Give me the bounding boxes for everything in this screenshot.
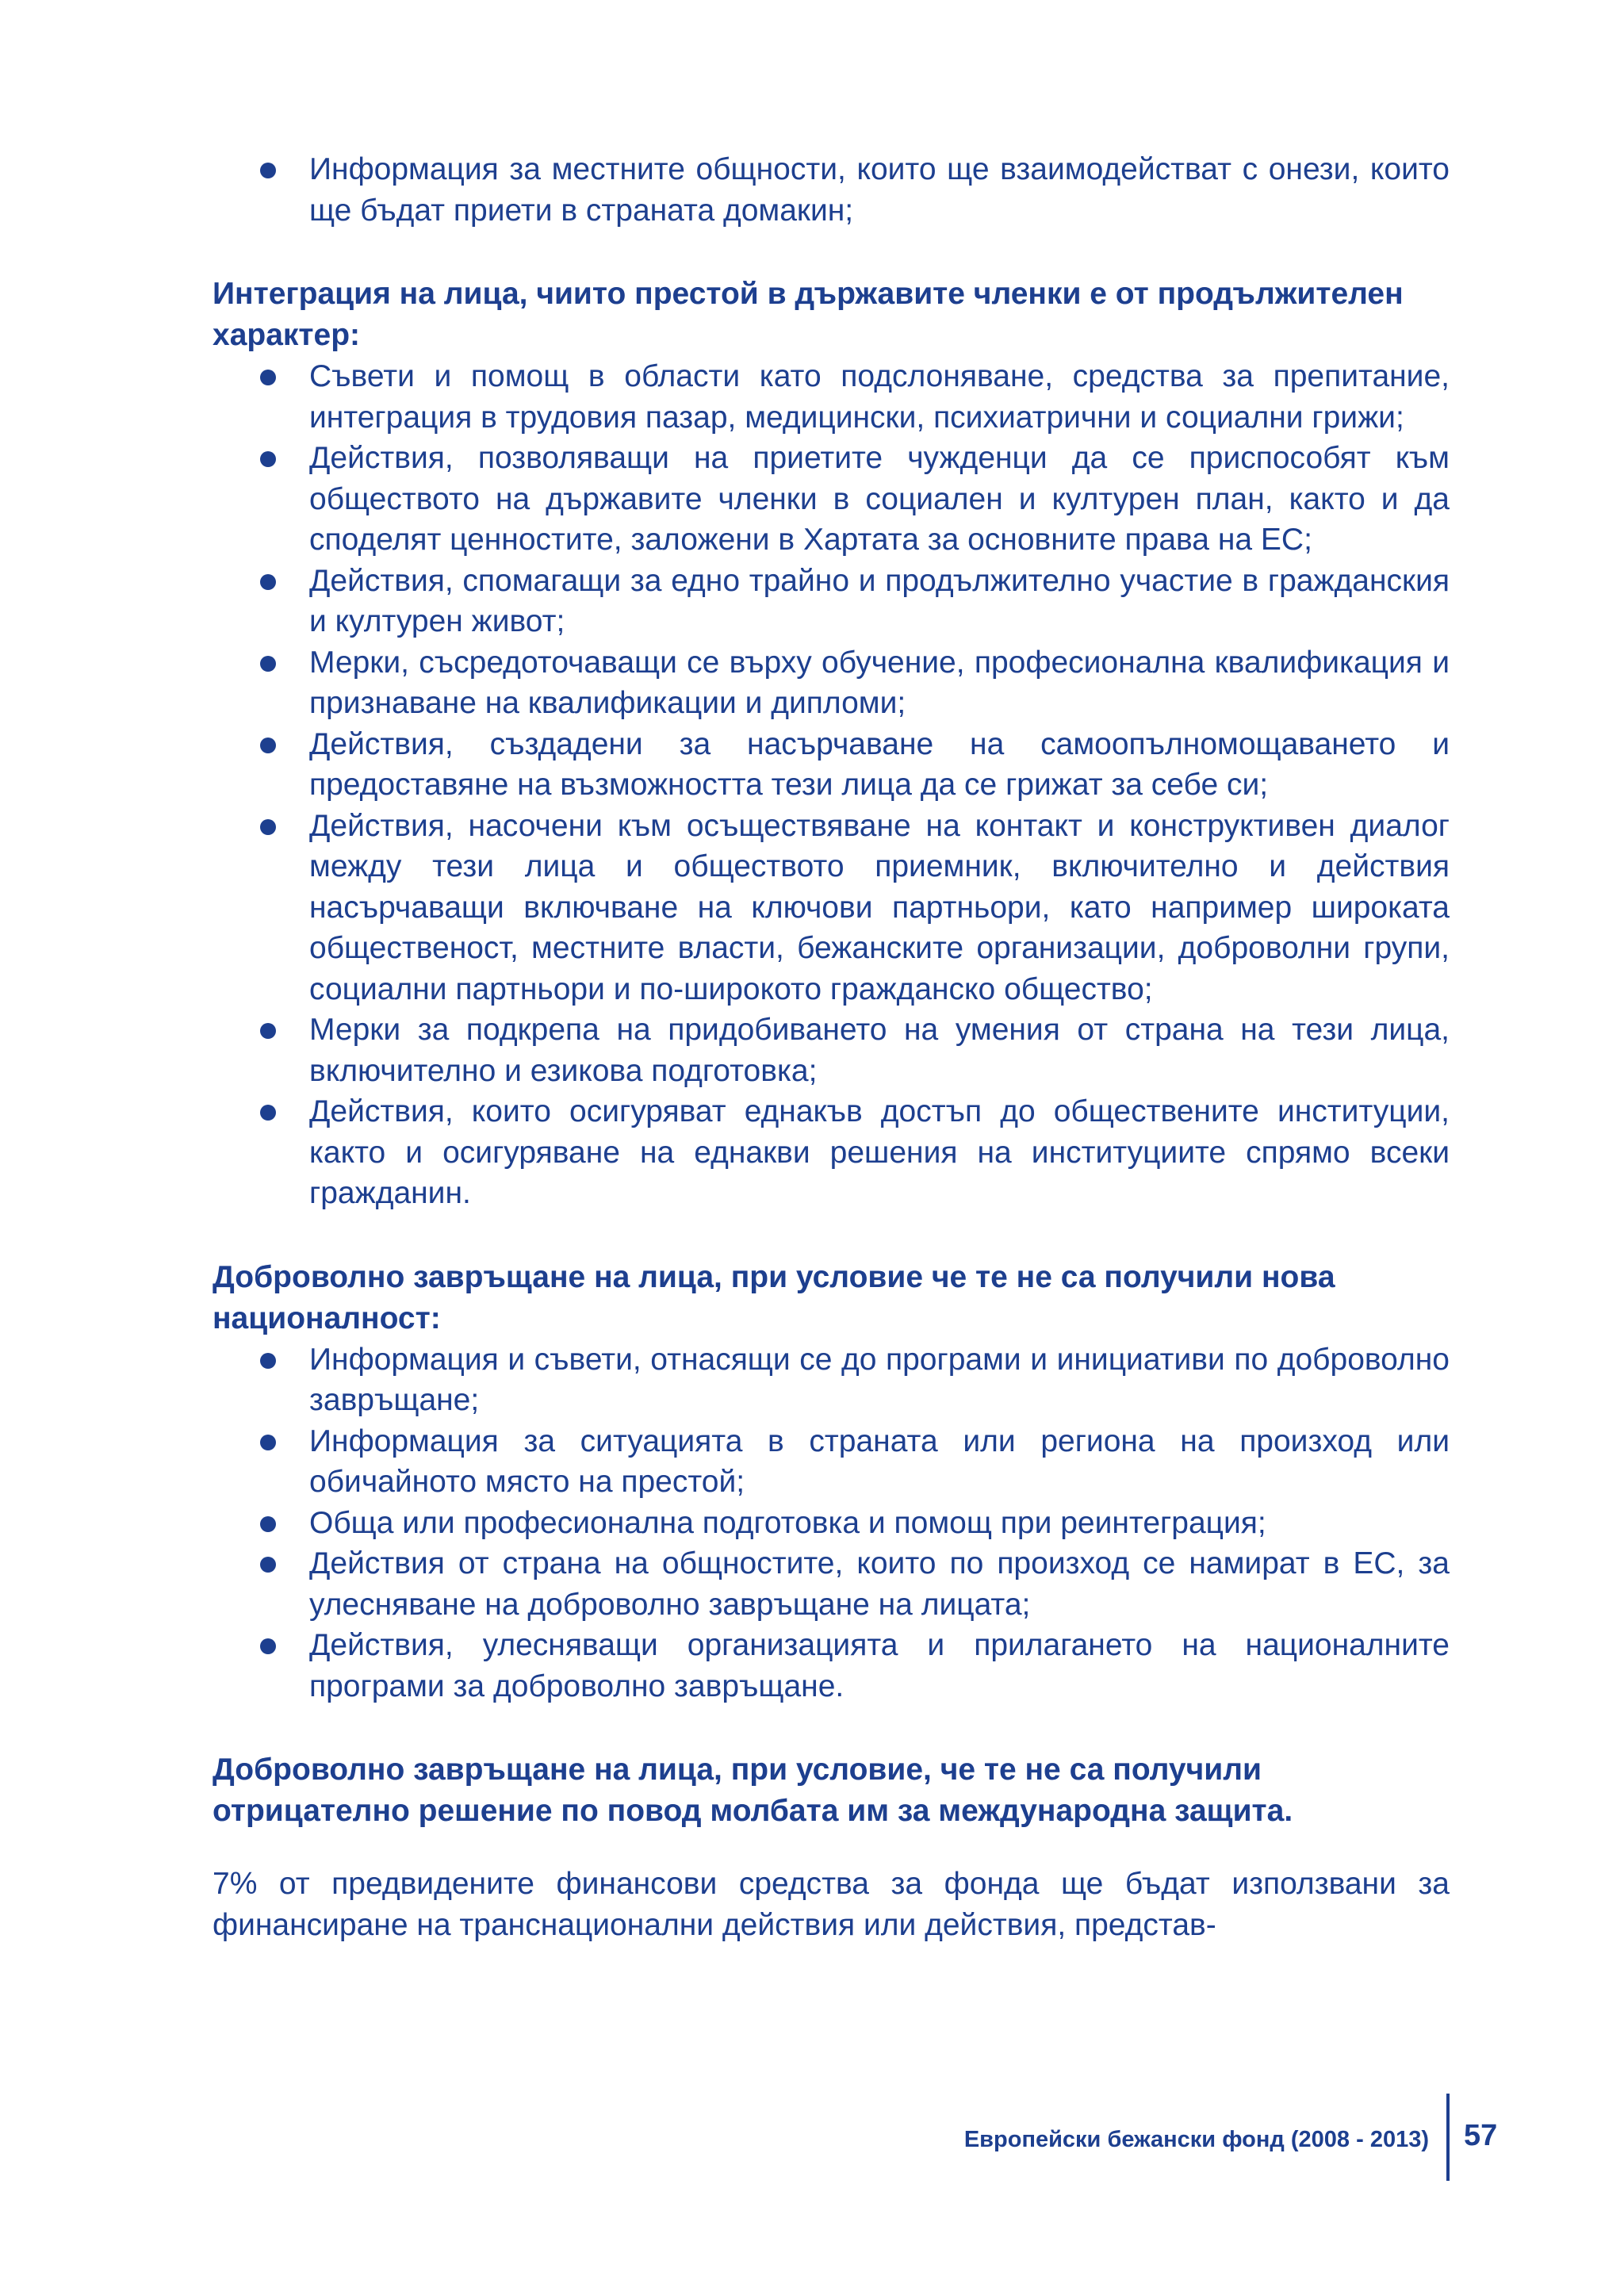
bullet-icon xyxy=(260,1638,276,1654)
bullet-icon xyxy=(260,819,276,835)
list-item-text: Действия, създадени за насърчаване на самоопълномощаването и предоставяне на възможността тези лица да се грижат за себе си; xyxy=(309,726,1450,802)
list-item-text: Действия, позволяващи на приетите чужденци да се приспособят към обществото на държавите членки в социален и културен план, както и да споделят ценностите, заложени в Хартата за основните права на ЕС; xyxy=(309,441,1450,557)
list-item-text: Действия, насочени към осъществяване на контакт и конструктивен диалог между тези лица и обществото приемник, включително и действия насърчаващи включване на ключови партньори, като например широката общественост, местните власти, бежанските организации, доброволни групи, социални партньори и по-широкото гражданско общество; xyxy=(309,808,1450,1006)
list-item-text: Обща или професионална подготовка и помощ при реинтеграция; xyxy=(309,1505,1266,1540)
bullet-icon xyxy=(260,1353,276,1369)
list-item xyxy=(213,1625,1450,1707)
list-item xyxy=(213,356,1450,438)
bullet-icon xyxy=(260,574,276,590)
list-item-text: Мерки, съсредоточаващи се върху обучение, професионална квалификация и признаване на квалификации и дипломи; xyxy=(309,645,1450,720)
bullet-icon xyxy=(260,1557,276,1573)
list-item xyxy=(213,642,1450,724)
list-item-text: Действия, улесняващи организацията и прилагането на националните програми за доброволно завръщане. xyxy=(309,1628,1450,1703)
bullet-icon xyxy=(260,656,276,672)
section-title-negative-decision: Доброволно завръщане на лица, при условие, че те не са получили отрицателно решение по повод молбата им за международна защита. xyxy=(213,1753,1293,1828)
section-title-voluntary-return: Доброволно завръщане на лица, при условие че те не са получили нова националност: xyxy=(213,1259,1335,1335)
list-item xyxy=(213,1543,1450,1625)
list-item xyxy=(213,438,1450,561)
intro-list xyxy=(213,149,1450,231)
list-item xyxy=(213,724,1450,806)
list-item xyxy=(213,1503,1450,1544)
bullet-icon xyxy=(260,1516,276,1532)
document-body xyxy=(213,149,1450,1945)
integration-list xyxy=(213,356,1450,1214)
bullet-icon xyxy=(260,1023,276,1039)
bullet-icon xyxy=(260,370,276,385)
list-item xyxy=(213,1091,1450,1214)
footer-divider xyxy=(1446,2094,1450,2181)
list-item-text: Действия, които осигуряват еднакъв достъп до обществените институции, както и осигуряване на еднакви решения на институциите спрямо всеки гражданин. xyxy=(309,1094,1450,1210)
voluntary-return-list xyxy=(213,1339,1450,1707)
list-item-text: Информация за ситуацията в страната или региона на произход или обичайното място на престой; xyxy=(309,1423,1450,1499)
list-item-text: Мерки за подкрепа на придобиването на умения от страна на тези лица, включително и езикова подготовка; xyxy=(309,1013,1450,1088)
bullet-icon xyxy=(260,1105,276,1121)
list-item-text: Действия от страна на общностите, които по произход се намират в ЕС, за улесняване на доброволно завръщане на лицата; xyxy=(309,1546,1450,1622)
list-item-text: Съвети и помощ в области като подслоняване, средства за препитание, интеграция в трудовия пазар, медицински, психиатрични и социални грижи; xyxy=(309,359,1450,435)
page-footer xyxy=(0,2094,1624,2181)
list-item xyxy=(213,806,1450,1010)
list-item xyxy=(213,561,1450,642)
footer-title: Европейски бежански фонд (2008 - 2013) xyxy=(963,2127,1429,2152)
list-item xyxy=(213,1339,1450,1421)
list-item-text: Информация и съвети, отнасящи се до програми и инициативи по доброволно завръщане; xyxy=(309,1342,1450,1417)
closing-paragraph: 7% от предвидените финансови средства за фонда ще бъдат използвани за финансиране на транснационални действия или действия, представ- xyxy=(213,1867,1450,1942)
list-item xyxy=(213,1421,1450,1503)
bullet-icon xyxy=(260,451,276,467)
list-item-text: Информация за местните общности, които ще взаимодействат с онези, които ще бъдат приети в страната домакин; xyxy=(309,152,1450,228)
page-number: 57 xyxy=(1464,2119,1498,2152)
bullet-icon xyxy=(260,1435,276,1450)
list-item-text: Действия, спомагащи за едно трайно и продължително участие в гражданския и културен живот; xyxy=(309,563,1450,638)
list-item xyxy=(213,149,1450,231)
bullet-icon xyxy=(260,163,276,178)
section-title-integration: Интеграция на лица, чиито престой в държавите членки е от продължителен характер: xyxy=(213,277,1404,352)
list-item xyxy=(213,1010,1450,1091)
bullet-icon xyxy=(260,738,276,753)
